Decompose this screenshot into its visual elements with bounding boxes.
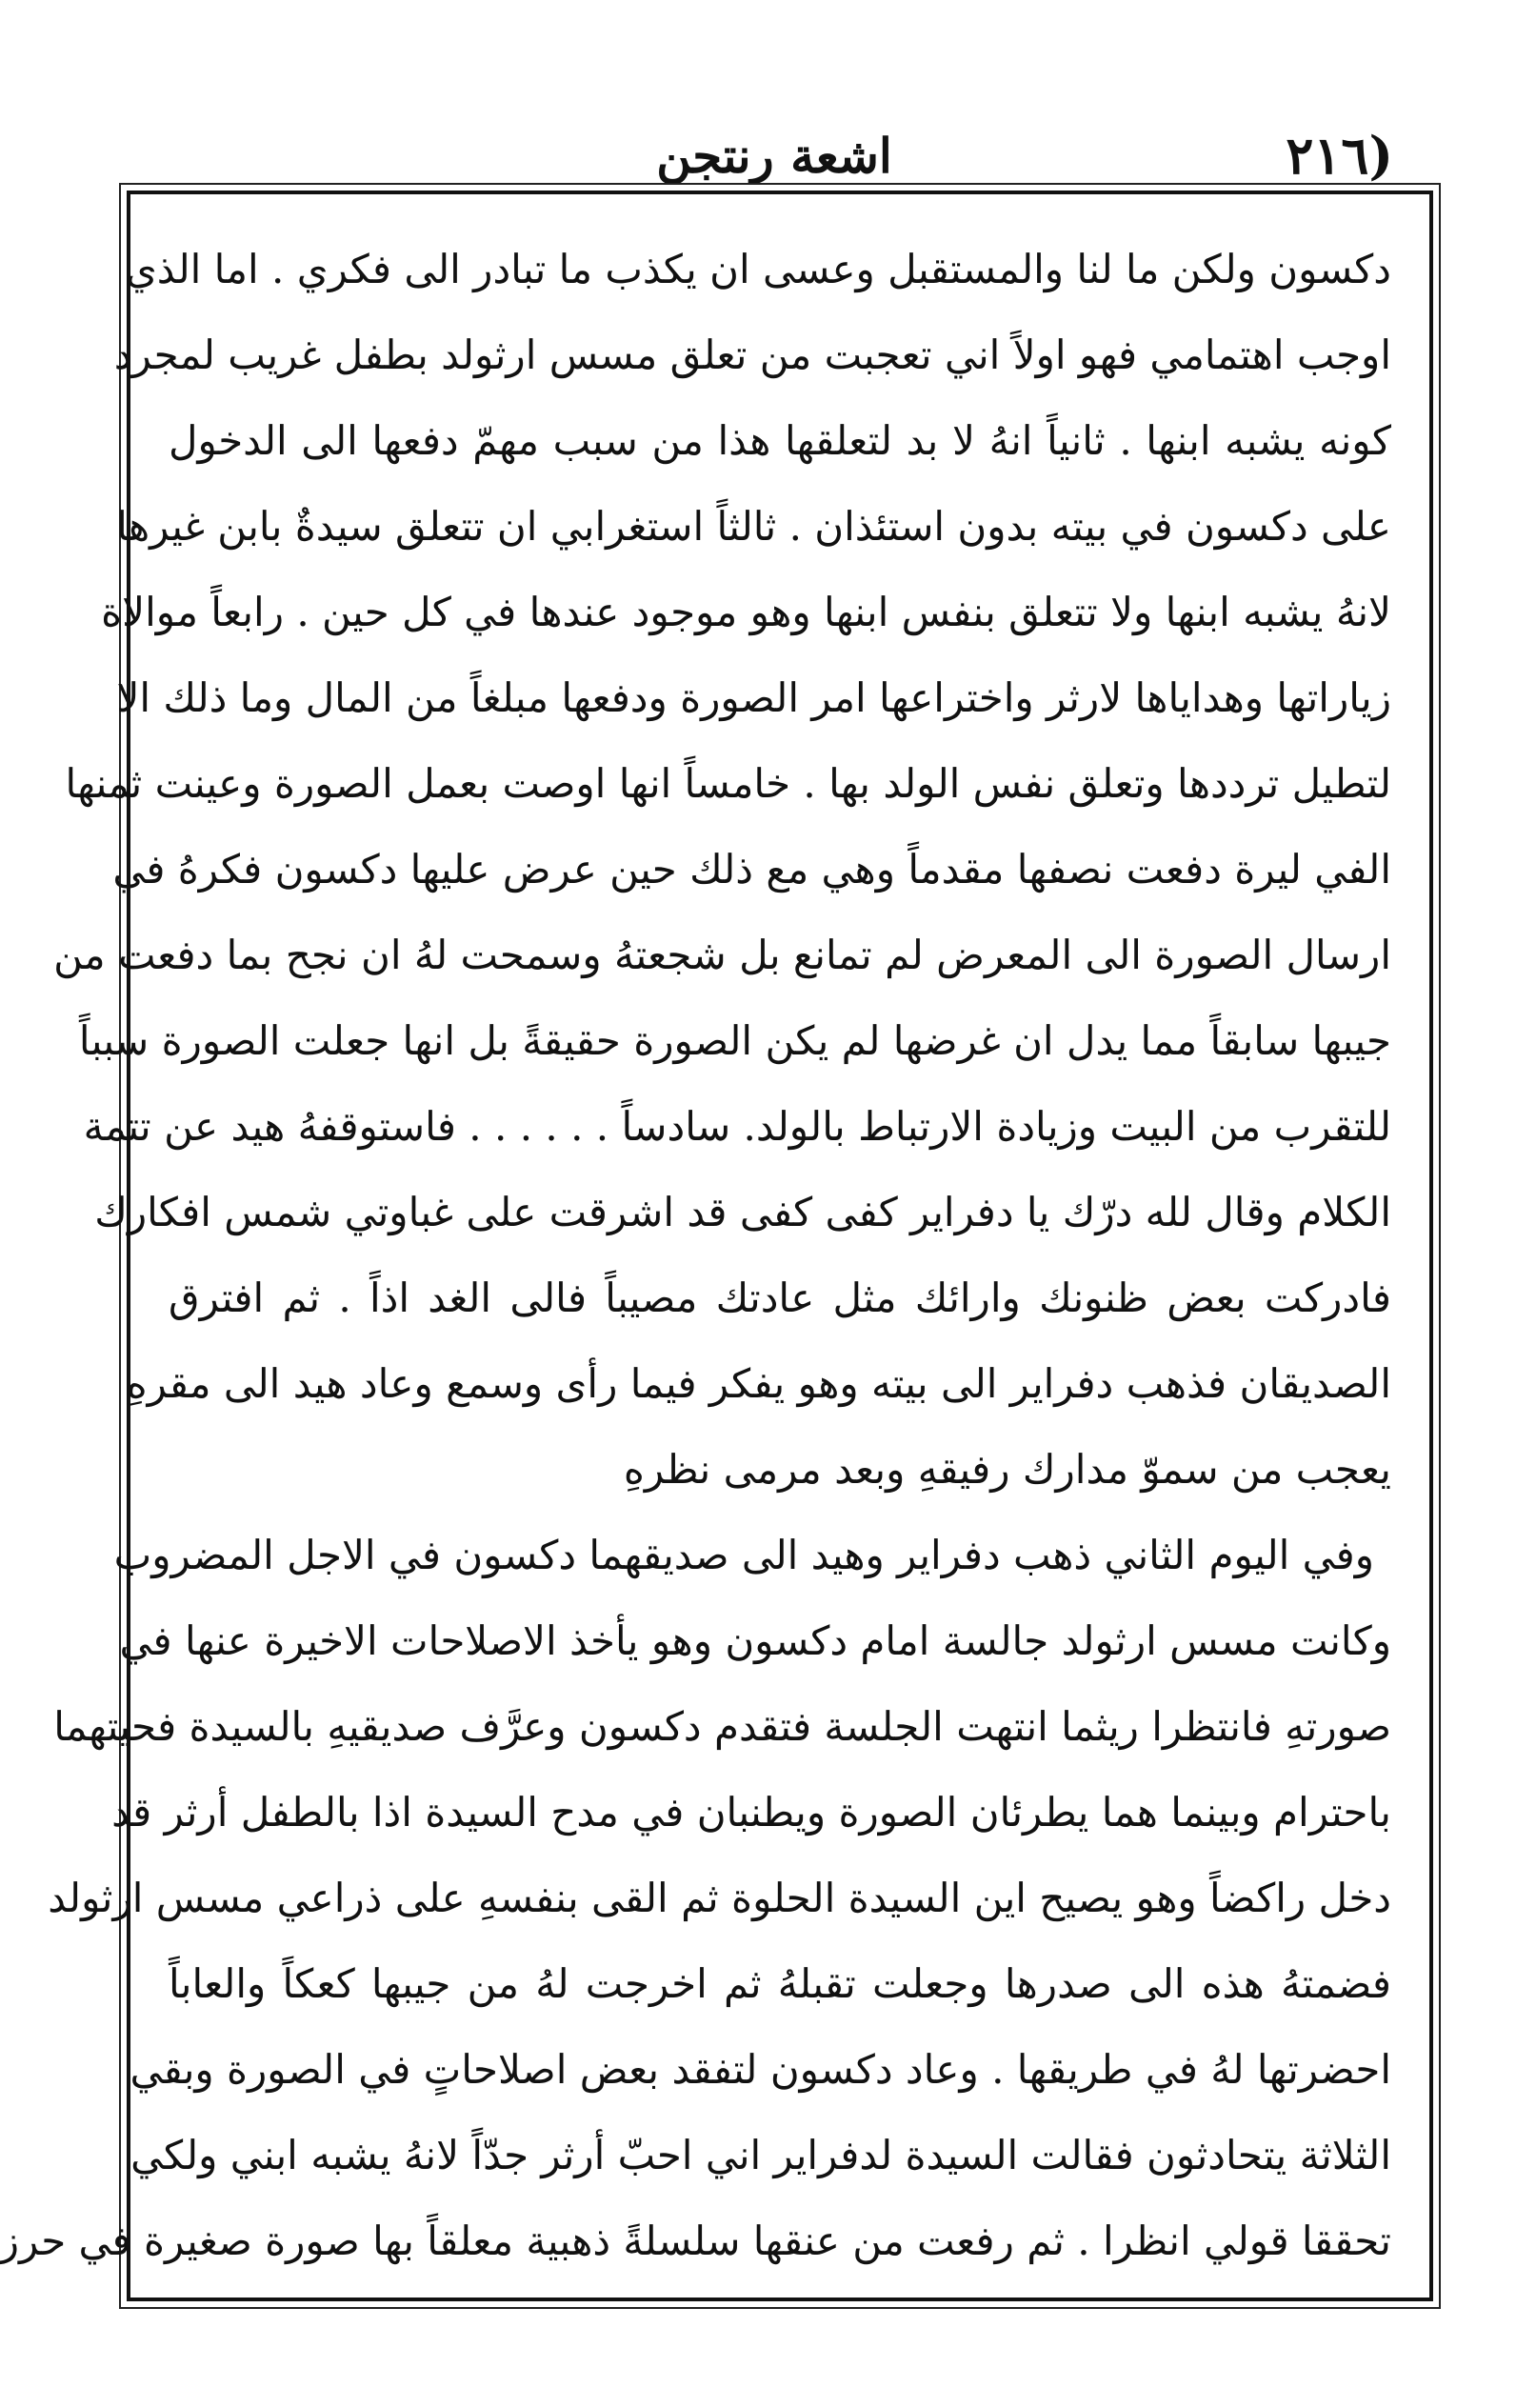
text-line: اوجب اهتمامي فهو اولاً اني تعجبت من تعلق مسس ارثولد بطفل غريب لمجرد [113, 331, 1391, 378]
text-line: الكلام وقال لله درّك يا دفراير كفى كفى قد اشرقت على غباوتي شمس افكارك [94, 1189, 1391, 1235]
text-line: فضمتهُ هذه الى صدرها وجعلت تقبلهُ ثم اخرجت لهُ من جيبها كعكاً والعاباً [169, 1960, 1391, 2007]
text-line: لتطيل ترددها وتعلق نفس الولد بها . خامساً انها اوصت بعمل الصورة وعينت ثمنها [65, 760, 1391, 807]
body-text [0, 227, 1391, 2284]
text-line: لانهُ يشبه ابنها ولا تتعلق بنفس ابنها وهو موجود عندها في كل حين . رابعاً موالاة [101, 589, 1391, 635]
running-title: اشعة رنتجن [656, 127, 892, 184]
text-line: فادركت بعض ظنونك وارائك مثل عادتك مصيباً فالى الغد اذاً . ثم افترق [169, 1274, 1391, 1321]
text-line: وكانت مسس ارثولد جالسة امام دكسون وهو يأخذ الاصلاحات الاخيرة عنها في [119, 1617, 1391, 1664]
text-line: تحققا قولي انظرا . ثم رفعت من عنقها سلسلةً ذهبية معلقاً بها صورة صغيرة في حرز [0, 2217, 1391, 2264]
page-header [155, 112, 1393, 198]
text-line: احضرتها لهُ في طريقها . وعاد دكسون لتفقد بعض اصلاحاتٍ في الصورة وبقي [130, 2046, 1391, 2093]
text-line: وفي اليوم الثاني ذهب دفراير وهيد الى صديقهما دكسون في الاجل المضروب [113, 1532, 1374, 1578]
text-line: جيبها سابقاً مما يدل ان غرضها لم يكن الصورة حقيقةً بل انها جعلت الصورة سبباً [78, 1017, 1391, 1064]
text-line: على دكسون في بيته بدون استئذان . ثالثاً استغرابي ان تتعلق سيدةٌ بابن غيرها [116, 503, 1391, 550]
text-line: ارسال الصورة الى المعرض لم تمانع بل شجعتهُ وسمحت لهُ ان نجح بما دفعت من [53, 932, 1391, 978]
text-line: دكسون ولكن ما لنا والمستقبل وعسى ان يكذب ما تبادر الى فكري . اما الذي [125, 246, 1391, 292]
text-line: للتقرب من البيت وزيادة الارتباط بالولد. سادساً . . . . . . فاستوقفهُ هيد عن تتمة [83, 1103, 1391, 1150]
text-line: صورتهِ فانتظرا ريثما انتهت الجلسة فتقدم دكسون وعرَّف صديقيهِ بالسيدة فحيتهما [53, 1703, 1391, 1750]
text-line: الفي ليرة دفعت نصفها مقدماً وهي مع ذلك حين عرض عليها دكسون فكرهُ في [112, 846, 1391, 893]
text-line: الثلاثة يتحادثون فقالت السيدة لدفراير اني احبّ أرثر جدّاً لانهُ يشبه ابني ولكي [130, 2132, 1391, 2178]
text-line: يعجب من سموّ مدارك رفيقهِ وبعد مرمى نظرهِ [623, 1446, 1391, 1493]
text-line: دخل راكضاً وهو يصيح اين السيدة الحلوة ثم القى بنفسهِ على ذراعي مسس ارثولد [48, 1875, 1391, 1921]
page-number: (٢١٦ [1286, 125, 1393, 186]
text-frame [0, 191, 1433, 2301]
text-line: زياراتها وهداياها لارثر واختراعها امر الصورة ودفعها مبلغاً من المال وما ذلك الا [116, 674, 1391, 721]
text-line: كونه يشبه ابنها . ثانياً انهُ لا بد لتعلقها هذا من سبب مهمّ دفعها الى الدخول [169, 417, 1391, 464]
text-line: باحترام وبينما هما يطرئان الصورة ويطنبان في مدح السيدة اذا بالطفل أرثر قد [111, 1789, 1391, 1836]
text-line: الصديقان فذهب دفراير الى بيته وهو يفكر فيما رأى وسمع وعاد هيد الى مقرهِ [126, 1360, 1391, 1407]
